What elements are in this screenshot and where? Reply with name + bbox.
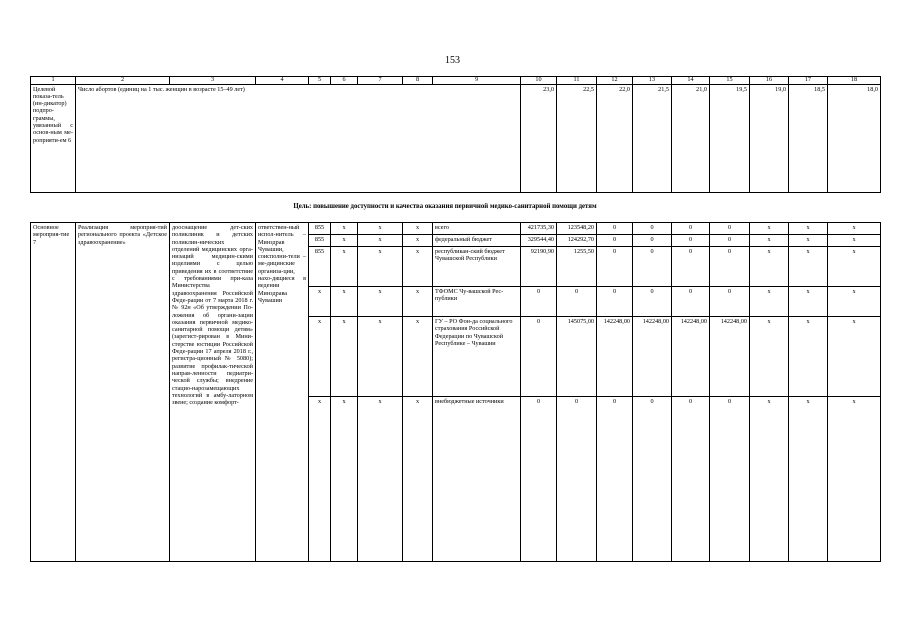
- amount-cell: 0: [597, 223, 633, 235]
- amount-cell: 142248,00: [672, 317, 710, 397]
- funding-source: внебюджетные источники: [433, 397, 521, 562]
- amount-cell: х: [750, 317, 789, 397]
- column-number: 11: [557, 77, 597, 85]
- amount-cell: х: [750, 247, 789, 287]
- amount-cell: 142248,00: [597, 317, 633, 397]
- amount-cell: 0: [597, 247, 633, 287]
- code-cell: х: [358, 235, 403, 247]
- amount-cell: 142248,00: [710, 317, 750, 397]
- indicator-value: 21,5: [633, 84, 672, 192]
- amount-cell: 142248,00: [633, 317, 672, 397]
- amount-cell: 421735,30: [521, 223, 557, 235]
- code-cell: 855: [309, 247, 331, 287]
- code-cell: х: [403, 317, 433, 397]
- amount-cell: 0: [672, 235, 710, 247]
- amount-cell: х: [789, 235, 828, 247]
- indicator-value: 19,5: [710, 84, 750, 192]
- column-number: 16: [750, 77, 789, 85]
- amount-cell: 0: [710, 247, 750, 287]
- amount-cell: х: [789, 287, 828, 317]
- amount-cell: 329544,40: [521, 235, 557, 247]
- code-cell: 855: [309, 223, 331, 235]
- code-cell: х: [358, 287, 403, 317]
- table-row: [31, 223, 881, 235]
- column-number: 3: [170, 77, 256, 85]
- amount-cell: 0: [633, 287, 672, 317]
- column-number: 8: [403, 77, 433, 85]
- indicator-value: 21,0: [672, 84, 710, 192]
- activity-label: Основное мероприя-тие 7: [31, 223, 76, 562]
- amount-cell: х: [789, 247, 828, 287]
- code-cell: х: [309, 287, 331, 317]
- column-number: 9: [433, 77, 521, 85]
- code-cell: х: [403, 287, 433, 317]
- column-number: 10: [521, 77, 557, 85]
- column-number: 5: [309, 77, 331, 85]
- amount-cell: х: [828, 247, 881, 287]
- indicator-row: [31, 84, 881, 192]
- amount-cell: х: [828, 397, 881, 562]
- amount-cell: 0: [521, 317, 557, 397]
- funding-source: всего: [433, 223, 521, 235]
- amount-cell: х: [828, 235, 881, 247]
- amount-cell: 0: [710, 223, 750, 235]
- code-cell: х: [358, 317, 403, 397]
- amount-cell: 124292,70: [557, 235, 597, 247]
- code-cell: 855: [309, 235, 331, 247]
- amount-cell: х: [789, 397, 828, 562]
- amount-cell: 0: [597, 235, 633, 247]
- amount-cell: 145075,00: [557, 317, 597, 397]
- amount-cell: 0: [633, 247, 672, 287]
- indicator-value: 18,0: [828, 84, 881, 192]
- column-number: 18: [828, 77, 881, 85]
- indicator-label: Целевой показа-тель (ин-дикатор) подпро-граммы, увязанный с основ-ным ме-роприяти-ем 6: [31, 84, 76, 192]
- column-number: 4: [256, 77, 309, 85]
- indicator-value: 22,5: [557, 84, 597, 192]
- column-number: 12: [597, 77, 633, 85]
- activity-table: [30, 222, 881, 562]
- column-numbers-row: [31, 77, 881, 85]
- amount-cell: 0: [672, 287, 710, 317]
- amount-cell: 0: [710, 235, 750, 247]
- amount-cell: 0: [557, 287, 597, 317]
- amount-cell: х: [750, 397, 789, 562]
- code-cell: х: [331, 397, 358, 562]
- indicator-value: 23,0: [521, 84, 557, 192]
- amount-cell: 0: [710, 397, 750, 562]
- code-cell: х: [403, 397, 433, 562]
- amount-cell: х: [750, 287, 789, 317]
- activity-executors: ответствен-ный испол-нитель – Минздрав Чувашии, соисполни-тели – ме-дицинские организа-ции, нахо-дящиеся в ведении Минздрава Чувашии: [256, 223, 309, 562]
- indicator-value: 19,0: [750, 84, 789, 192]
- amount-cell: 0: [521, 397, 557, 562]
- indicator-table: [30, 76, 881, 193]
- code-cell: х: [331, 247, 358, 287]
- amount-cell: х: [750, 223, 789, 235]
- amount-cell: 0: [521, 287, 557, 317]
- amount-cell: 123548,20: [557, 223, 597, 235]
- amount-cell: 0: [672, 223, 710, 235]
- amount-cell: 0: [672, 247, 710, 287]
- column-number: 1: [31, 77, 76, 85]
- indicator-value: 18,5: [789, 84, 828, 192]
- amount-cell: 0: [633, 397, 672, 562]
- code-cell: х: [331, 223, 358, 235]
- code-cell: х: [403, 235, 433, 247]
- code-cell: х: [358, 223, 403, 235]
- funding-source: федеральный бюджет: [433, 235, 521, 247]
- amount-cell: х: [750, 235, 789, 247]
- activity-name: Реализация мероприя-тий регионального проекта «Детское здравоохранение»: [76, 223, 170, 562]
- amount-cell: х: [789, 223, 828, 235]
- amount-cell: х: [828, 317, 881, 397]
- activity-description: дооснащение дет-ских поликлиник и детских поликлин-нических отделений медицинских орга-низаций медицин-скими изделиями с целью приведения их в соответствие с требованиями при-каза Министерства здравоохранения Российской Феде-рации от 7 марта 2018 г. № 92н «Об утверждении По-ложения об органи-зации оказания первичной медико-санитарной помощи детям» (зарегист-рирован в Мини-стерстве юстиции Российской Феде-рации 17 апреля 2018 г., регистра-ционный № 5080); развитие профилак-тической направ-ленности педиатри-ческой службы; внедрение стацио-нарозамещающих технологий в амбу-латорном звене; создание комфорт-: [170, 223, 256, 562]
- column-number: 14: [672, 77, 710, 85]
- amount-cell: 92190,90: [521, 247, 557, 287]
- code-cell: х: [358, 397, 403, 562]
- amount-cell: 0: [597, 397, 633, 562]
- amount-cell: 0: [633, 223, 672, 235]
- page-number: 153: [445, 55, 460, 66]
- column-number: 7: [358, 77, 403, 85]
- indicator-value: 22,0: [597, 84, 633, 192]
- code-cell: х: [331, 287, 358, 317]
- code-cell: х: [403, 223, 433, 235]
- goal-title: Цель: повышение доступности и качества оказания первичной медико-санитарной помощи детям: [293, 203, 597, 210]
- code-cell: х: [403, 247, 433, 287]
- amount-cell: х: [789, 317, 828, 397]
- amount-cell: 0: [633, 235, 672, 247]
- column-number: 6: [331, 77, 358, 85]
- column-number: 15: [710, 77, 750, 85]
- funding-source: ГУ – РО Фон-да социального страхования Российской Федерации по Чувашской Республике – Чувашии: [433, 317, 521, 397]
- amount-cell: 0: [597, 287, 633, 317]
- column-number: 2: [76, 77, 170, 85]
- code-cell: х: [331, 235, 358, 247]
- code-cell: х: [309, 397, 331, 562]
- code-cell: х: [358, 247, 403, 287]
- funding-source: ТФОМС Чу-вашской Рес-публики: [433, 287, 521, 317]
- amount-cell: х: [828, 223, 881, 235]
- amount-cell: х: [828, 287, 881, 317]
- amount-cell: 0: [672, 397, 710, 562]
- amount-cell: 1255,50: [557, 247, 597, 287]
- column-number: 13: [633, 77, 672, 85]
- indicator-description: Число абортов (единиц на 1 тыс. женщин в возрасте 15–49 лет): [76, 84, 521, 192]
- code-cell: х: [309, 317, 331, 397]
- amount-cell: 0: [557, 397, 597, 562]
- code-cell: х: [331, 317, 358, 397]
- funding-source: республикан-ский бюджет Чувашской Республики: [433, 247, 521, 287]
- amount-cell: 0: [710, 287, 750, 317]
- column-number: 17: [789, 77, 828, 85]
